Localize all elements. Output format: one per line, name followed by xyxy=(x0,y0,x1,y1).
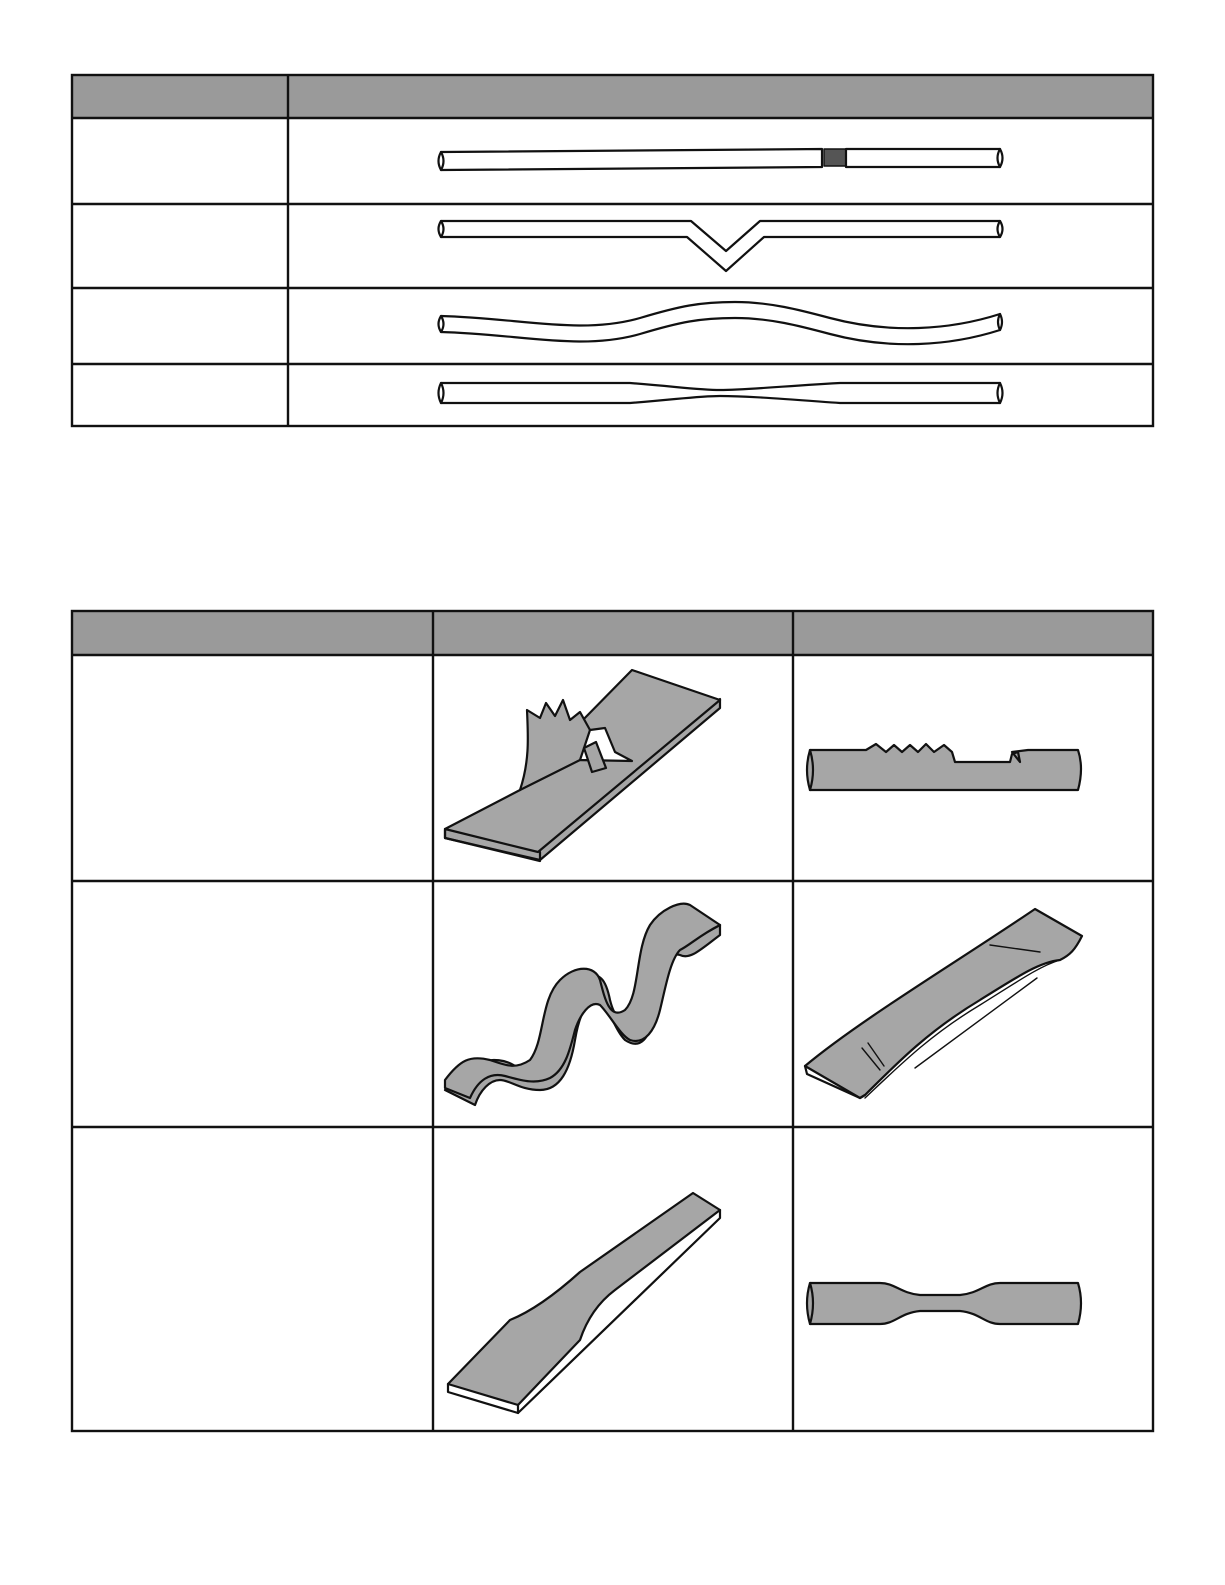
table1-border xyxy=(72,75,1153,426)
wire-necking-illustration xyxy=(439,383,1003,403)
tape-torn-peel-illustration xyxy=(445,670,720,861)
tape-necked-illustration xyxy=(807,1283,1081,1324)
wire-defects-table xyxy=(72,75,1153,426)
tape-wavy-illustration xyxy=(445,904,720,1105)
table1-header-row xyxy=(72,75,1153,118)
wire-v-bend-illustration xyxy=(439,221,1003,271)
tape-twisted-scratch-illustration xyxy=(805,909,1082,1098)
wire-break-illustration xyxy=(439,149,1003,170)
tape-defects-table xyxy=(72,611,1153,1431)
table2-header-row xyxy=(72,611,1153,655)
wire-wavy-illustration xyxy=(439,302,1003,344)
tape-edge-damage-illustration xyxy=(807,744,1081,790)
tape-narrowed-illustration xyxy=(448,1193,720,1413)
